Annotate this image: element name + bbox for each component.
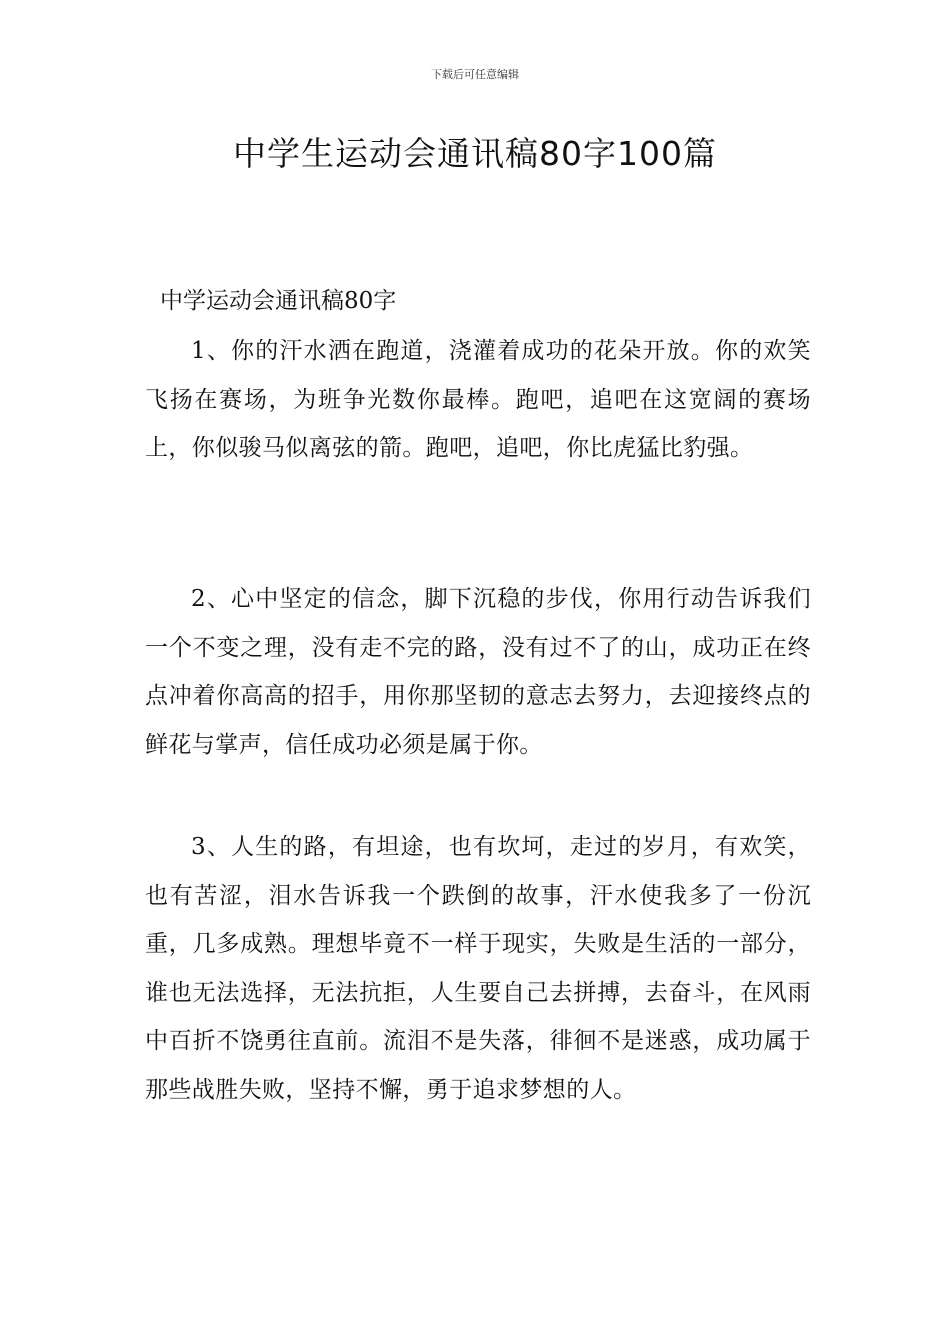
section-heading: 中学运动会通讯稿80字 — [160, 288, 397, 314]
header-note: 下载后可任意编辑 — [431, 68, 519, 81]
page-title: 中学生运动会通讯稿80字100篇 — [233, 134, 717, 173]
paragraph-1: 1、你的汗水洒在跑道，浇灌着成功的花朵开放。你的欢笑飞扬在赛场，为班争光数你最棒。跑吧，追吧在这宽阔的赛场上，你似骏马似离弦的箭。跑吧，追吧，你比虎猛比豹强。 — [145, 338, 811, 461]
paragraph-3: 3、人生的路，有坦途，也有坎坷，走过的岁月，有欢笑，也有苦涩，泪水告诉我一个跌倒的故事，汗水使我多了一份沉重，几多成熟。理想毕竟不一样于现实，失败是生活的一部分，谁也无法选择，无法抗拒，人生要自己去拼搏，去奋斗，在风雨中百折不饶勇往直前。流泪不是失落，徘徊不是迷惑，成功属于那些战胜失败，坚持不懈，勇于追求梦想的人。 — [145, 834, 811, 1103]
paragraph-2: 2、心中坚定的信念，脚下沉稳的步伐，你用行动告诉我们一个不变之理，没有走不完的路，没有过不了的山，成功正在终点冲着你高高的招手，用你那坚韧的意志去努力，去迎接终点的鲜花与掌声，信任成功必须是属于你。 — [145, 586, 811, 758]
